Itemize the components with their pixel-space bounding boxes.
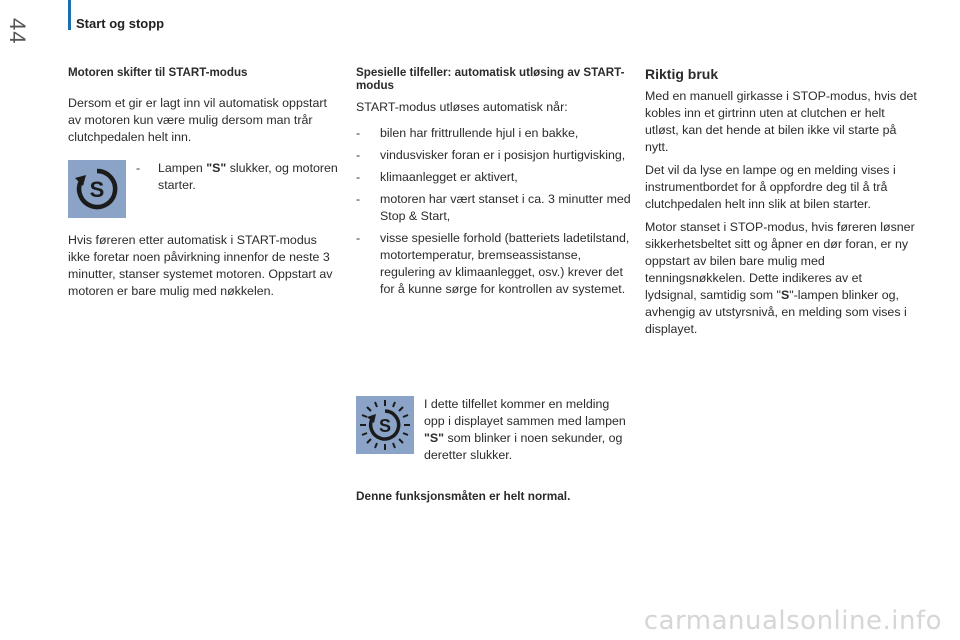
- lamp-text-pre: Lampen: [158, 161, 207, 175]
- lamp-dash: -: [136, 161, 141, 175]
- special-case-item: [356, 147, 632, 164]
- special-case-dash: -: [356, 192, 361, 206]
- lamp-row: [68, 160, 340, 218]
- special-case-dash: -: [356, 231, 361, 245]
- header-accent-bar: [68, 0, 71, 30]
- lamp-text: [136, 160, 340, 194]
- section-title: Start og stopp: [76, 16, 165, 31]
- column-special-cases: [356, 66, 632, 303]
- normal-operation-note: Denne funksjonsmåten er helt normal.: [356, 489, 571, 503]
- start-mode-paragraph-1: Dersom et gir er lagt inn vil automatisk oppstart av motoren kun være mulig dersom man trår clutchpedalen helt inn.: [68, 96, 327, 144]
- stop-start-lamp-icon-svg: [72, 164, 122, 214]
- correct-use-paragraph-2: Det vil da lyse en lampe og en melding vises i instrumentbordet for å oppfordre deg til å trå clutchpedalen helt inn slik at bilen starter.: [645, 163, 896, 211]
- lamp-description: [158, 160, 340, 194]
- correct-use-paragraph-1: Med en manuell girkasse i STOP-modus, hvis det kobles inn et girtrinn uten at clutchen er helt utløst, kan det hende at bilen ikke vil starte på nytt.: [645, 89, 917, 154]
- svg-text:S: S: [378, 416, 392, 436]
- special-cases-heading: Spesielle tilfeller: automatisk utløsing av START-modus: [356, 66, 625, 92]
- lamp-text-bold: "S": [206, 161, 227, 175]
- para3-pre: Motor stanset i STOP-modus, hvis føreren løsner sikkerhetsbeltet sitt og åpner en dør foran, er ny oppstart av bilen bare mulig med tenningsnøkkelen. Dette indikeres av et lydsignal, samtidig som ": [645, 220, 915, 302]
- special-case-text: klimaanlegget er aktivert,: [380, 170, 518, 184]
- page-number: 44: [5, 18, 30, 45]
- special-case-item: [356, 191, 632, 225]
- stop-start-lamp-icon: [68, 160, 126, 218]
- special-case-text: vindusvisker foran er i posisjon hurtigvisking,: [380, 148, 626, 162]
- special-case-text: visse spesielle forhold (batteriets ladetilstand, motortemperatur, bremseassistanse, regulering av klimaanlegget, osv.) krever det for å kunne sørge for kontrollen av systemet.: [380, 231, 630, 296]
- blinking-text-post: som blinker i noen sekunder, og deretter slukker.: [424, 431, 623, 462]
- blinking-text-bold: "S": [424, 431, 445, 445]
- special-cases-intro: START-modus utløses automatisk når:: [356, 100, 568, 114]
- svg-text:S: S: [89, 177, 105, 202]
- stop-start-blinking-lamp-icon: [356, 396, 414, 454]
- para3-bold: S: [780, 288, 790, 302]
- blinking-lamp-description: [424, 396, 632, 464]
- blinking-text-pre: I dette tilfellet kommer en melding opp i displayet sammen med lampen: [424, 397, 626, 428]
- blinking-lamp-row: [356, 396, 632, 464]
- column-start-mode: [68, 66, 340, 311]
- special-case-item: [356, 169, 632, 186]
- start-mode-heading: Motoren skifter til START-modus: [68, 66, 248, 79]
- watermark: carmanualsonline.info: [643, 606, 942, 636]
- special-case-item: [356, 125, 632, 142]
- stop-start-blinking-lamp-icon-svg: [358, 398, 412, 452]
- lamp-text-post: slukker, og motoren starter.: [158, 161, 338, 192]
- special-cases-list: [356, 125, 632, 298]
- column-correct-use: [645, 66, 917, 349]
- special-case-item: [356, 230, 632, 298]
- special-case-text: motoren har vært stanset i ca. 3 minutter med Stop & Start,: [380, 192, 631, 223]
- special-case-dash: -: [356, 170, 361, 184]
- special-case-dash: -: [356, 126, 361, 140]
- para3-post: "-lampen blinker og, avhengig av utstyrsnivå, en melding som vises i displayet.: [645, 288, 907, 336]
- special-case-text: bilen har frittrullende hjul i en bakke,: [380, 126, 579, 140]
- correct-use-heading: Riktig bruk: [645, 66, 719, 82]
- correct-use-paragraph-3: [645, 219, 917, 338]
- start-mode-paragraph-2: Hvis føreren etter automatisk i START-modus ikke foretar noen påvirkning innenfor de neste 3 minutter, stanser systemet motoren. Oppstart av motoren er bare mulig med nøkkelen.: [68, 233, 333, 298]
- special-case-dash: -: [356, 148, 361, 162]
